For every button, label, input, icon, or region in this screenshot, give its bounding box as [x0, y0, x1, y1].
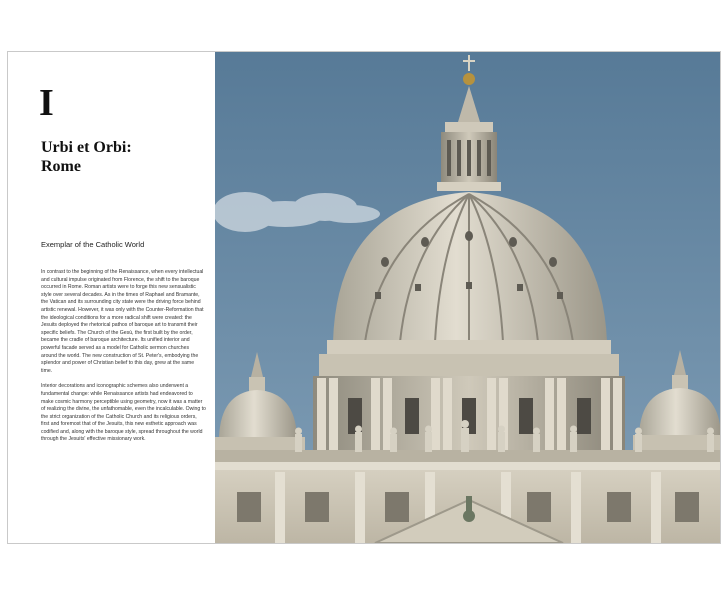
balustrade [215, 450, 720, 464]
book-spread [7, 51, 721, 544]
facade-cornice [215, 462, 720, 470]
body-text [41, 269, 206, 452]
chapter-subtitle: Exemplar of the Catholic World [41, 240, 145, 249]
body-paragraph: In contrast to the beginning of the Renaissance, when every intellectual and cultural impulse originated from Florence, the shift to the baroque occurred in Rome. Roman artists were to forge this new sensualistic style over several decades. As in the times of Raphael and Bramante, the Vatican and its surrounding city state were the driving force behind artistic renewal. However, it was only with the Counter-Reformation that the ideological conditions for a more radical shift were created: the Jesuits deployed the rhetorical pathos of baroque art to transmit their specific beliefs. The Church of the Gesù, the first built by the order, became the cradle of baroque architecture. Its unified interior and powerful facade served as a model for Catholic sermon churches around the world. The new construction of St. Peter's, embodying the splendor and power of Christian belief to this day, grew at the same time. [41, 269, 204, 374]
st-peters-dome-photo [215, 52, 720, 543]
body-paragraph: Interior decorations and iconographic schemes also underwent a fundamental change: while Renaissance artists had endeavored to make cosmic harmony perceptible using geometry, now it was a matter of realizing the divine, the unfathomable, even the incalculable. Owing to the strict organization of the Catholic Church and its religious orders, first and foremost that of the Jesuits, this new esthetic approach was codified and, along with the baroque style, spread throughout the world through the Jesuits' effective missionary work. [41, 383, 206, 443]
chapter-number: I [39, 82, 54, 124]
dome-cornice [327, 340, 611, 354]
chapter-title [41, 138, 211, 176]
chapter-title-line1: Urbi et Orbi: [41, 139, 132, 156]
dome-attic [319, 354, 619, 376]
left-page [8, 52, 215, 543]
chapter-title-line2: Rome [41, 158, 81, 175]
